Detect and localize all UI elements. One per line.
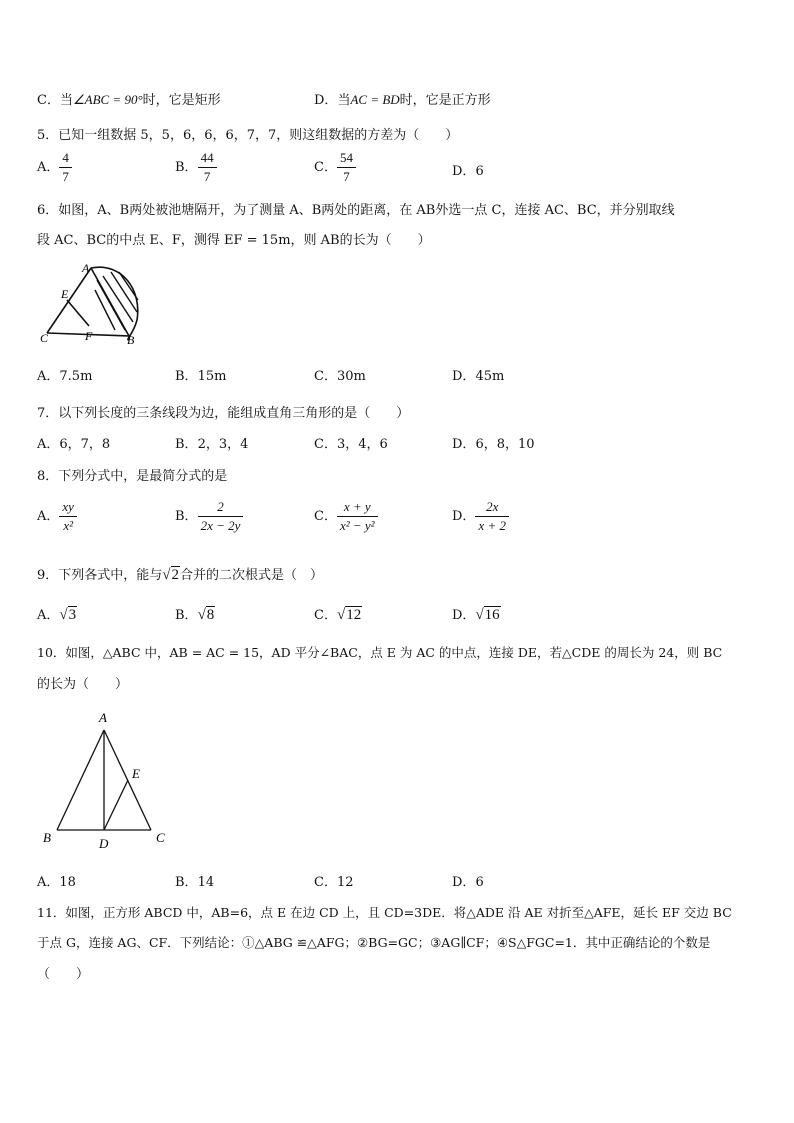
label-c: C: [40, 331, 49, 345]
q6-option-d: D．45m: [452, 369, 505, 384]
segment-ef: [67, 300, 89, 326]
q10-option-a: A．18: [37, 875, 76, 890]
q5-option-b: B． $\frac{44}{7}$: [175, 150, 217, 185]
label-b: B: [127, 333, 135, 347]
q9-stem: 9．下列各式中，能与√2合并的二次根式是（ ）: [37, 567, 324, 583]
q8-option-b: B． $\frac{2}{2x - 2y}$: [175, 499, 243, 534]
segment-de: [104, 780, 128, 830]
label-c: C: [156, 830, 165, 845]
q7-option-a: A．6，7，8: [37, 437, 111, 452]
q5-option-a: A． $\frac{4}{7}$: [37, 150, 72, 185]
q11-stem-line1: 11．如图，正方形 ABCD 中，AB=6，点 E 在边 CD 上，且 CD=3DE．将△ADE 沿 AE 对折至△AFE，延长 EF 交边 BC: [37, 905, 732, 920]
label-b: B: [43, 830, 51, 845]
q5-option-d: D．6: [452, 164, 484, 179]
q11-stem-line2: 于点 G，连接 AG、CF．下列结论：①△ABG ≌△AFG；②BG=GC；③AG∥CF；④S△FGC=1．其中正确结论的个数是: [37, 935, 711, 950]
pond-hatching: [95, 272, 138, 330]
q7-option-b: B．2，3，4: [175, 437, 249, 452]
q6-stem-line1: 6．如图，A、B两处被池塘隔开，为了测量 A、B两处的距离，在 AB外选一点 C，连接 AC、BC，并分别取线: [37, 203, 675, 218]
q9-option-a: A．√3: [37, 607, 77, 623]
q7-option-c: C．3，4，6: [314, 437, 388, 452]
label-e: E: [132, 766, 140, 781]
segment-ac: [47, 268, 91, 333]
q8-option-a: A． $\frac{xy}{\text{x²}}$: [37, 499, 77, 534]
q4-option-d: D．当AC = BD时，它是正方形: [314, 92, 491, 108]
q9-option-d: D．√16: [452, 607, 500, 623]
q8-option-c: C． $\frac{x + y}{\text{x² − y²}}$: [314, 499, 378, 534]
q8-option-d: D． $\frac{2x}{x + 2}$: [452, 499, 509, 534]
q10-figure: [37, 708, 177, 853]
q5-option-c: C． $\frac{54}{7}$: [314, 150, 356, 185]
label-e: E: [61, 287, 69, 301]
sqrt-2: √2: [162, 567, 180, 583]
q7-option-d: D．6，8，10: [452, 437, 535, 452]
q10-option-c: C．12: [314, 875, 354, 890]
q8-stem: 8．下列分式中，是最简分式的是: [37, 469, 228, 484]
label-f: F: [85, 329, 93, 343]
segment-ab: [57, 730, 104, 830]
q9-option-b: B．√8: [175, 607, 215, 623]
q6-option-a: A．7.5m: [37, 369, 93, 384]
q6-option-c: C．30m: [314, 369, 366, 384]
q10-option-d: D．6: [452, 875, 484, 890]
q6-figure: [37, 260, 147, 350]
q11-stem-line3: （ ）: [37, 967, 90, 982]
q4-option-c: C．当∠ABC = 90°时，它是矩形: [37, 92, 221, 108]
q7-stem: 7．以下列长度的三条线段为边，能组成直角三角形的是（ ）: [37, 406, 410, 421]
label-a: A: [99, 710, 107, 725]
q10-option-b: B．14: [175, 875, 215, 890]
q6-option-b: B．15m: [175, 369, 227, 384]
q6-stem-line2: 段 AC、BC的中点 E、F，测得 EF = 15m，则 AB的长为（ ）: [37, 233, 431, 248]
label-d: D: [99, 836, 109, 851]
q10-stem-line1: 10．如图，△ABC 中，AB = AC = 15，AD 平分∠BAC，点 E 为 AC 的中点，连接 DE，若△CDE 的周长为 24，则 BC: [37, 645, 723, 660]
q5-stem: 5．已知一组数据 5，5，6，6，6，7，7，则这组数据的方差为（ ）: [37, 128, 459, 143]
q9-option-c: C．√12: [314, 607, 362, 623]
q10-stem-line2: 的长为（ ）: [37, 677, 129, 692]
label-a: A: [82, 261, 90, 275]
